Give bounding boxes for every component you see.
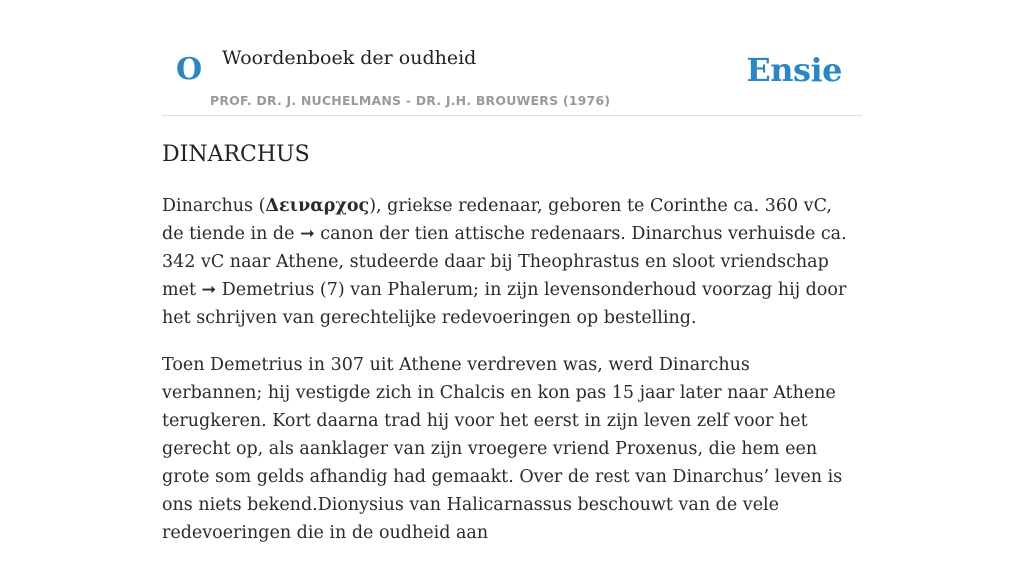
paragraph-text: Demetrius (7) van Phalerum; in zijn levensonderhoud voorzag hij door het schrijven van gerechtelijke redevoeringen op bestelling. [162, 280, 847, 328]
paragraph-text: Dinarchus ( [162, 196, 266, 216]
greek-name: Δειναρχος [265, 196, 370, 216]
entry-body [162, 192, 852, 566]
header [162, 0, 862, 116]
index-letter[interactable]: O [176, 52, 203, 87]
paragraph-text: canon der tien attische redenaars. Dinarchus verhuisde ca. 342 vC naar Athene, studeerde daar bij Theophrastus en sloot vriendschap met [162, 224, 847, 300]
entry-title: DINARCHUS [162, 142, 310, 167]
book-title[interactable]: Woordenboek der oudheid [222, 47, 477, 69]
paragraph-2: Toen Demetrius in 307 uit Athene verdreven was, werd Dinarchus verbannen; hij vestigde zich in Chalcis en kon pas 15 jaar later naar Athene terugkeren. Kort daarna trad hij voor het eerst in zijn leven zelf voor het gerecht op, als aanklager van zijn vroegere vriend Proxenus, die hem een grote som gelds afhandig had gemaakt. Over de rest van Dinarchus’ leven is ons niets bekend.Dionysius van Halicarnassus beschouwt van de vele redevoeringen die in de oudheid aan [162, 355, 843, 543]
book-authors: PROF. DR. J. NUCHELMANS - DR. J.H. BROUWERS (1976) [210, 93, 611, 108]
arrow-link-icon[interactable]: ➞ [300, 224, 315, 244]
paragraph-text: ), griekse redenaar, geboren te Corinthe ca. 360 vC, de tiende in de [162, 196, 832, 244]
arrow-link-icon[interactable]: ➞ [201, 280, 217, 300]
paragraph-1 [162, 192, 852, 332]
brand-logo[interactable]: Ensie [746, 51, 842, 89]
